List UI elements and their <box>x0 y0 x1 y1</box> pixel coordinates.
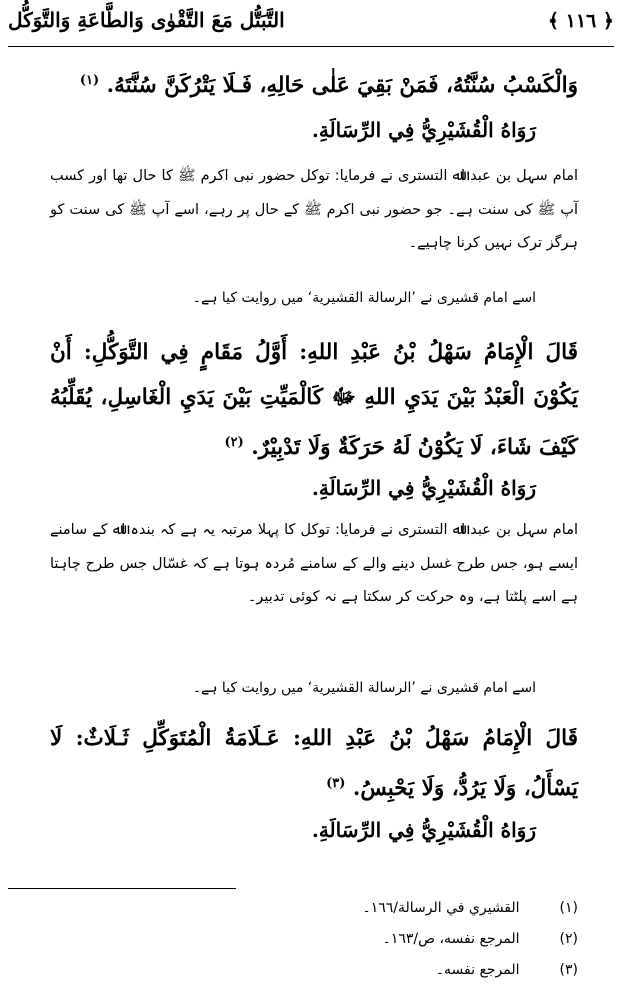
arabic-text-3 <box>50 716 578 811</box>
footnote-1-number: (١) <box>559 900 578 916</box>
urdu-translation-2: امام سہل بن عبد اﷲ التستری نے فرمایا: توکل کا پہلا مرتبہ یہ ہے کہ بندہ اﷲ کے سامنے ایسے ہو، جس طرح غسل دینے والے کے سامنے مُردہ ہوتا ہے کہ غسّال جس طرح چاہتا ہے اسے پلٹتا ہے، وہ حرکت کر سکتا ہے نہ کوئی تدبیر۔ <box>50 522 578 605</box>
arabic-text-1 <box>50 58 578 108</box>
footnote-2 <box>383 931 578 947</box>
page-number: ﴿ ١١٦ ﴾ <box>547 10 614 32</box>
footnote-1 <box>363 900 578 916</box>
footnote-3-text: المرجع نفسه۔ <box>435 962 520 978</box>
footnote-3-number: (٣) <box>559 962 578 978</box>
arabic-text-1-body: وَالْكَسْبُ سُنَّتُهُ، فَمَنْ بَقِيَ عَلٰى حَالِهِ، فَـلَا يَتْرُكَنَّ سُنَّتَهُ. <box>106 73 578 99</box>
header-rule <box>8 46 614 47</box>
arabic-text-2 <box>50 330 578 470</box>
footnote-3 <box>436 962 578 978</box>
footnote-marker-3: (٣) <box>326 776 346 791</box>
source-note-1: اسے امام قشیری نے ’الرسالة القشيرية‘ میں روایت کیا ہے۔ <box>192 290 536 306</box>
page-header <box>8 0 614 44</box>
footnote-2-text: المرجع نفسه، ص/١٦٣۔ <box>382 931 520 947</box>
source-note-2: اسے امام قشیری نے ’الرسالة القشيرية‘ میں روایت کیا ہے۔ <box>192 680 536 696</box>
running-title: التَّبَتُّل مَعَ التَّقْوٰى وَالطَّاعَةِ وَالتَّوَكُّل <box>8 8 285 32</box>
narration-ref-1: رَوَاهُ الْقُشَيْرِيُّ فِي الرِّسَالَةِ. <box>311 118 536 142</box>
urdu-translation-1: امام سہل بن عبد اﷲ التستری نے فرمایا: توکل حضور نبی اکرم ﷺ کا حال تھا اور کسب آپ ﷺ کی سنت ہے۔ جو حضور نبی اکرم ﷺ کے حال پر رہے، اسے آپ ﷺ کی سنت کو ہرگز ترک نہیں کرنا چاہیے۔ <box>50 168 578 251</box>
footnote-rule <box>8 888 236 889</box>
arabic-text-3-body: قَالَ الْإِمَامُ سَهْلُ بْنُ عَبْدِ اللهِ: عَـلَامَةُ الْمُتَوَكِّلِ ثَـلَاثٌ: لَا يَسْأَلُ، وَلَا يَرُدُّ، وَلَا يَحْبِسُ. <box>50 726 578 802</box>
footnote-marker-1: (١) <box>79 73 100 88</box>
narration-ref-3: رَوَاهُ الْقُشَيْرِيُّ فِي الرِّسَالَةِ. <box>311 818 536 842</box>
footnote-1-text: القشيري في الرسالة/١٦٦۔ <box>362 900 520 916</box>
footnote-2-number: (٢) <box>559 931 578 947</box>
footnote-marker-2: (٢) <box>224 435 244 450</box>
arabic-text-2-body: قَالَ الْإِمَامُ سَهْلُ بْنُ عَبْدِ اللهِ: أَوَّلُ مَقَامٍ فِي التَّوَكُّلِ: أَنْ يَكُوْنَ الْعَبْدُ بَيْنَ يَدَيِ اللهِ ﷻ كَالْمَيِّتِ بَيْنَ يَدَيِ الْغَاسِلِ، يُقَلِّبُهُ كَيْفَ شَاءَ، لَا يَكُوْنُ لَهُ حَرَكَةٌ وَلَا تَدْبِيْرٌ. <box>50 340 578 461</box>
narration-ref-2: رَوَاهُ الْقُشَيْرِيُّ فِي الرِّسَالَةِ. <box>311 476 536 500</box>
